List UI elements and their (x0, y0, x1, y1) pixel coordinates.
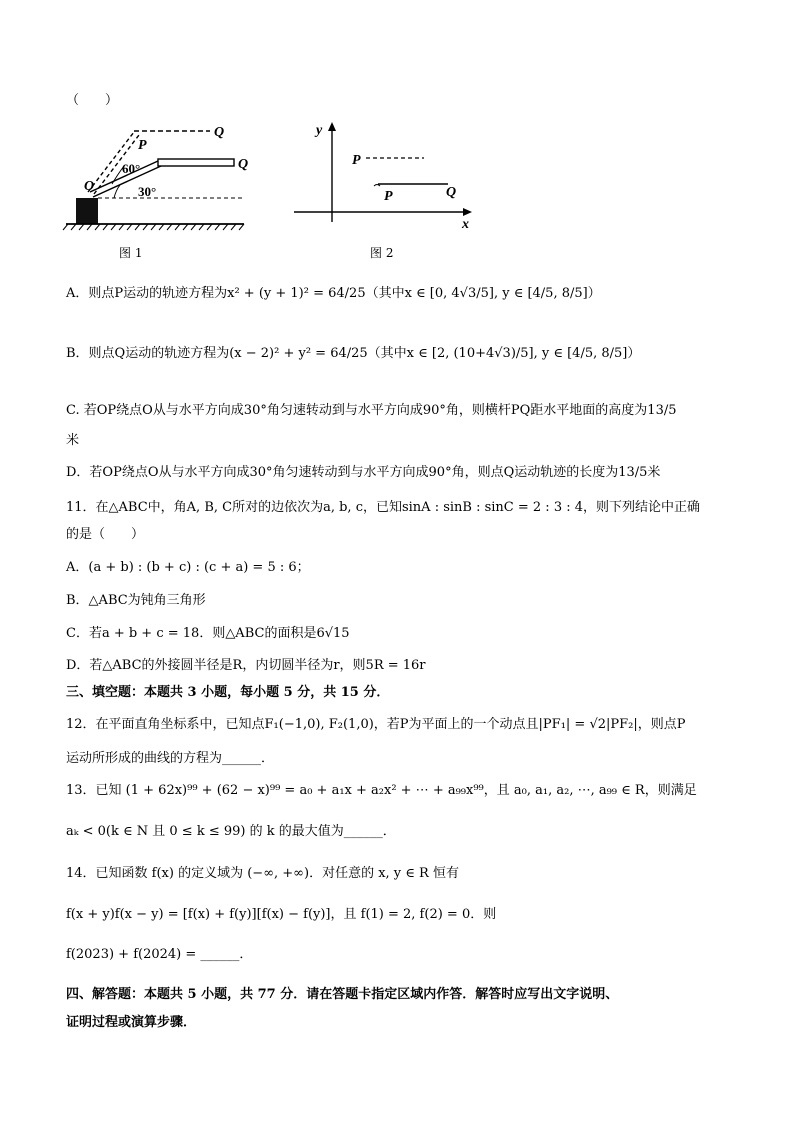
fig1-label-O: O (84, 179, 95, 194)
base-block (76, 198, 98, 224)
figure-2 (292, 118, 482, 230)
fig2-caption: 图 2 (370, 246, 394, 260)
section-3-heading: 三、填空题：本题共 3 小题，每小题 5 分，共 15 分． (66, 685, 390, 700)
question-12-cont: 运动所形成的曲线的方程为______． (66, 751, 275, 766)
option-10c-unit: 米 (66, 433, 80, 448)
section-4-heading: 四、解答题：本题共 5 小题，共 77 分．请在答题卡指定区域内作答．解答时应写出文字说明、 (66, 987, 619, 1002)
fig1-caption: 图 1 (119, 246, 143, 260)
fig1-label-60: 60° (122, 161, 141, 176)
question-14-eq: f(x + y)f(x − y) = [f(x) + f(y)][f(x) − f(y)]，且 f(1) = 2, f(2) = 0．则 (66, 907, 497, 922)
option-11b: B．△ABC为钝角三角形 (66, 593, 206, 608)
question-11: 11．在△ABC中，角A, B, C所对的边依次为a, b, c，已知sinA : sinB : sinC = 2 : 3 : 4，则下列结论中正确 (66, 500, 701, 515)
question-14-answer: f(2023) + f(2024) = ______． (66, 947, 253, 962)
fig2-label-y: y (316, 123, 323, 138)
fig1-label-Q1: Q (214, 125, 225, 140)
option-10a: A．则点P运动的轨迹方程为x² + (y + 1)² = 64/25（其中x ∈ [0, 4√3/5], y ∈ [4/5, 8/5]） (66, 286, 601, 301)
section-4-heading-cont: 证明过程或演算步骤． (66, 1015, 197, 1030)
question-11-cont: 的是（ ） (66, 527, 145, 542)
option-11c: C．若a + b + c = 18．则△ABC的面积是6√15 (66, 626, 350, 641)
fig1-label-P: P (138, 138, 147, 153)
option-10b: B．则点Q运动的轨迹方程为(x − 2)² + y² = 64/25（其中x ∈ [2, (10+4√3)/5], y ∈ [4/5, 8/5]） (66, 346, 641, 361)
fig1-label-30: 30° (138, 184, 157, 199)
question-14: 14．已知函数 f(x) 的定义域为 (−∞, +∞)．对任意的 x, y ∈ R 恒有 (66, 866, 459, 881)
figure-1 (62, 118, 262, 236)
question-13-cont: aₖ < 0(k ∈ N 且 0 ≤ k ≤ 99) 的 k 的最大值为______． (66, 824, 396, 839)
fig2-label-P2: P (384, 189, 393, 204)
fig2-label-P1: P (352, 153, 361, 168)
question-12: 12．在平面直角坐标系中，已知点F₁(−1,0), F₂(1,0)，若P为平面上的一个动点且|PF₁| = √2|PF₂|，则点P (66, 717, 686, 732)
fig2-label-x: x (462, 217, 469, 230)
option-10c: C. 若OP绕点O从与水平方向成30°角匀速转动到与水平方向成90°角，则横杆PQ距水平地面的高度为13/5 (66, 403, 677, 418)
answer-bracket: （ ） (66, 93, 119, 108)
fig1-label-Q2: Q (238, 157, 249, 172)
option-10d: D．若OP绕点O从与水平方向成30°角匀速转动到与水平方向成90°角，则点Q运动轨迹的长度为13/5米 (66, 465, 661, 480)
option-11d: D．若△ABC的外接圆半径是R，内切圆半径为r，则5R = 16r (66, 658, 426, 673)
fig2-label-Q: Q (446, 185, 457, 200)
option-11a: A．(a + b) : (b + c) : (c + a) = 5 : 6； (66, 560, 310, 575)
question-13: 13．已知 (1 + 62x)⁹⁹ + (62 − x)⁹⁹ = a₀ + a₁x + a₂x² + ⋯ + a₉₉x⁹⁹，且 a₀, a₁, a₂, ⋯, a₉₉ ∈ R，则满足 (66, 783, 697, 798)
